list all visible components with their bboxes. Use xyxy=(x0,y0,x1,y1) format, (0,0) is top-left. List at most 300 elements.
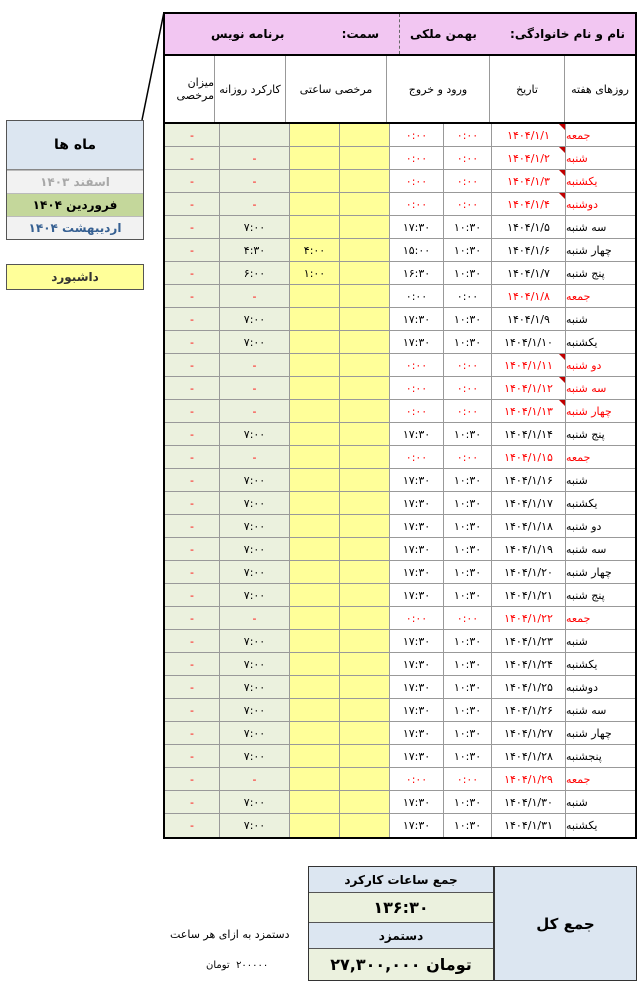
table-row xyxy=(165,423,635,446)
hourly-leave-from-cell[interactable] xyxy=(339,354,389,376)
hourly-rate-number: ۲۰۰۰۰۰ xyxy=(236,960,269,971)
date-cell[interactable]: ۱۴۰۴/۱/۱۱ xyxy=(491,354,565,376)
table-row xyxy=(165,745,635,768)
hourly-leave-from-cell[interactable] xyxy=(339,814,389,837)
hourly-leave-from-cell[interactable] xyxy=(339,492,389,514)
employee-name-cell xyxy=(399,14,635,54)
summary-box xyxy=(308,866,494,981)
exit-time-cell[interactable]: ۱۷:۳۰ xyxy=(389,423,443,445)
employee-header xyxy=(163,12,637,56)
date-cell[interactable]: ۱۴۰۴/۱/۲۳ xyxy=(491,630,565,652)
position-value: برنامه نویس xyxy=(211,27,285,41)
exit-time-cell[interactable]: ۱۷:۳۰ xyxy=(389,653,443,675)
hourly-leave-from-cell[interactable] xyxy=(339,124,389,146)
day-cell[interactable]: جمعه xyxy=(565,446,635,468)
exit-time-cell[interactable]: ۱۶:۳۰ xyxy=(389,262,443,284)
entry-time-cell[interactable]: ۱۰:۳۰ xyxy=(443,791,491,813)
day-cell[interactable]: شنبه xyxy=(565,147,635,169)
leave-amount-cell[interactable]: - xyxy=(165,423,219,445)
hourly-leave-from-cell[interactable] xyxy=(339,515,389,537)
entry-time-cell[interactable]: ۱۰:۳۰ xyxy=(443,492,491,514)
entry-time-cell[interactable]: ۰:۰۰ xyxy=(443,354,491,376)
entry-time-cell[interactable]: ۱۰:۳۰ xyxy=(443,722,491,744)
daily-work-cell[interactable]: - xyxy=(219,147,289,169)
hourly-leave-hours-cell[interactable] xyxy=(289,699,339,721)
hourly-leave-hours-cell[interactable] xyxy=(289,538,339,560)
hourly-leave-from-cell[interactable] xyxy=(339,630,389,652)
leave-amount-cell[interactable]: - xyxy=(165,561,219,583)
leave-amount-cell[interactable]: - xyxy=(165,308,219,330)
entry-time-cell[interactable]: ۱۰:۳۰ xyxy=(443,239,491,261)
daily-work-cell[interactable]: ۶:۰۰ xyxy=(219,262,289,284)
exit-time-cell[interactable]: ۱۷:۳۰ xyxy=(389,676,443,698)
day-cell[interactable]: جمعه xyxy=(565,285,635,307)
hourly-leave-from-cell[interactable] xyxy=(339,262,389,284)
entry-time-cell[interactable]: ۰:۰۰ xyxy=(443,170,491,192)
month-prev-button[interactable]: اسفند ۱۴۰۳ xyxy=(7,170,143,193)
hourly-leave-hours-cell[interactable] xyxy=(289,584,339,606)
exit-time-cell[interactable]: ۱۷:۳۰ xyxy=(389,745,443,767)
daily-work-cell[interactable]: ۷:۰۰ xyxy=(219,745,289,767)
exit-time-cell[interactable]: ۰:۰۰ xyxy=(389,170,443,192)
date-cell[interactable]: ۱۴۰۴/۱/۱۷ xyxy=(491,492,565,514)
day-cell[interactable]: چهار شنبه xyxy=(565,239,635,261)
hourly-leave-hours-cell[interactable] xyxy=(289,722,339,744)
months-panel xyxy=(6,120,144,240)
grand-total-label: جمع کل xyxy=(494,866,637,981)
leave-amount-cell[interactable]: - xyxy=(165,400,219,422)
entry-time-cell[interactable]: ۱۰:۳۰ xyxy=(443,699,491,721)
daily-work-cell[interactable]: ۷:۰۰ xyxy=(219,538,289,560)
leave-amount-cell[interactable]: - xyxy=(165,124,219,146)
entry-time-cell[interactable]: ۱۰:۳۰ xyxy=(443,538,491,560)
hourly-leave-hours-cell[interactable] xyxy=(289,446,339,468)
day-cell[interactable]: جمعه xyxy=(565,768,635,790)
month-next-button[interactable]: اردیبهشت ۱۴۰۴ xyxy=(7,216,143,239)
leave-amount-cell[interactable]: - xyxy=(165,331,219,353)
hourly-leave-from-cell[interactable] xyxy=(339,561,389,583)
hourly-leave-hours-cell[interactable]: ۱:۰۰ xyxy=(289,262,339,284)
date-cell[interactable]: ۱۴۰۴/۱/۲۸ xyxy=(491,745,565,767)
total-hours-label: جمع ساعات کارکرد xyxy=(309,867,493,893)
date-cell[interactable]: ۱۴۰۴/۱/۴ xyxy=(491,193,565,215)
table-row xyxy=(165,400,635,423)
table-row xyxy=(165,377,635,400)
entry-time-cell[interactable]: ۱۰:۳۰ xyxy=(443,423,491,445)
date-cell[interactable]: ۱۴۰۴/۱/۱۶ xyxy=(491,469,565,491)
hourly-leave-hours-cell[interactable] xyxy=(289,170,339,192)
exit-time-cell[interactable]: ۰:۰۰ xyxy=(389,354,443,376)
hourly-leave-hours-cell[interactable] xyxy=(289,354,339,376)
exit-time-cell[interactable]: ۰:۰۰ xyxy=(389,377,443,399)
dashboard-button[interactable]: داشبورد xyxy=(6,264,144,290)
table-row xyxy=(165,561,635,584)
day-cell[interactable]: سه شنبه xyxy=(565,699,635,721)
hourly-leave-from-cell[interactable] xyxy=(339,193,389,215)
entry-time-cell[interactable]: ۱۰:۳۰ xyxy=(443,216,491,238)
exit-time-cell[interactable]: ۱۷:۳۰ xyxy=(389,538,443,560)
hourly-leave-from-cell[interactable] xyxy=(339,653,389,675)
col-hourly-leave-header: مرخصی ساعتی xyxy=(285,56,386,122)
entry-time-cell[interactable]: ۱۰:۳۰ xyxy=(443,469,491,491)
date-cell[interactable]: ۱۴۰۴/۱/۱۳ xyxy=(491,400,565,422)
leave-amount-cell[interactable]: - xyxy=(165,446,219,468)
hourly-leave-from-cell[interactable] xyxy=(339,216,389,238)
date-cell[interactable]: ۱۴۰۴/۱/۲۹ xyxy=(491,768,565,790)
hourly-leave-from-cell[interactable] xyxy=(339,239,389,261)
day-cell[interactable]: شنبه xyxy=(565,630,635,652)
day-cell[interactable]: یکشنبه xyxy=(565,492,635,514)
leave-amount-cell[interactable]: - xyxy=(165,492,219,514)
leave-amount-cell[interactable]: - xyxy=(165,607,219,629)
day-cell[interactable]: سه شنبه xyxy=(565,538,635,560)
table-row xyxy=(165,607,635,630)
hourly-leave-hours-cell[interactable] xyxy=(289,423,339,445)
col-daily-work-header: کارکرد روزانه xyxy=(214,56,285,122)
daily-work-cell[interactable]: ۷:۰۰ xyxy=(219,584,289,606)
leave-amount-cell[interactable]: - xyxy=(165,722,219,744)
daily-work-cell[interactable]: ۷:۰۰ xyxy=(219,653,289,675)
day-cell[interactable]: شنبه xyxy=(565,469,635,491)
date-cell[interactable]: ۱۴۰۴/۱/۷ xyxy=(491,262,565,284)
hourly-leave-hours-cell[interactable] xyxy=(289,607,339,629)
table-row xyxy=(165,584,635,607)
hourly-leave-hours-cell[interactable] xyxy=(289,193,339,215)
hourly-leave-hours-cell[interactable] xyxy=(289,630,339,652)
daily-work-cell[interactable]: ۷:۰۰ xyxy=(219,699,289,721)
table-row xyxy=(165,814,635,837)
date-cell[interactable]: ۱۴۰۴/۱/۱۸ xyxy=(491,515,565,537)
entry-time-cell[interactable]: ۰:۰۰ xyxy=(443,193,491,215)
date-cell[interactable]: ۱۴۰۴/۱/۵ xyxy=(491,216,565,238)
exit-time-cell[interactable]: ۰:۰۰ xyxy=(389,768,443,790)
exit-time-cell[interactable]: ۱۷:۳۰ xyxy=(389,331,443,353)
leave-amount-cell[interactable]: - xyxy=(165,170,219,192)
day-cell[interactable]: جمعه xyxy=(565,607,635,629)
date-cell[interactable]: ۱۴۰۴/۱/۶ xyxy=(491,239,565,261)
leave-amount-cell[interactable]: - xyxy=(165,653,219,675)
hourly-leave-hours-cell[interactable]: ۴:۰۰ xyxy=(289,239,339,261)
hourly-leave-from-cell[interactable] xyxy=(339,377,389,399)
hourly-leave-from-cell[interactable] xyxy=(339,285,389,307)
entry-time-cell[interactable]: ۱۰:۳۰ xyxy=(443,630,491,652)
daily-work-cell[interactable]: ۷:۰۰ xyxy=(219,331,289,353)
hourly-leave-from-cell[interactable] xyxy=(339,607,389,629)
daily-work-cell[interactable]: - xyxy=(219,285,289,307)
exit-time-cell[interactable]: ۰:۰۰ xyxy=(389,400,443,422)
exit-time-cell[interactable]: ۱۷:۳۰ xyxy=(389,791,443,813)
hourly-leave-from-cell[interactable] xyxy=(339,400,389,422)
entry-time-cell[interactable]: ۱۰:۳۰ xyxy=(443,676,491,698)
daily-work-cell[interactable]: - xyxy=(219,193,289,215)
leave-amount-cell[interactable]: - xyxy=(165,768,219,790)
name-label: نام و نام خانوادگی: xyxy=(510,27,625,41)
entry-time-cell[interactable]: ۱۰:۳۰ xyxy=(443,515,491,537)
entry-time-cell[interactable]: ۰:۰۰ xyxy=(443,400,491,422)
exit-time-cell[interactable]: ۱۵:۰۰ xyxy=(389,239,443,261)
hourly-leave-hours-cell[interactable] xyxy=(289,469,339,491)
hourly-leave-hours-cell[interactable] xyxy=(289,745,339,767)
entry-time-cell[interactable]: ۰:۰۰ xyxy=(443,285,491,307)
leave-amount-cell[interactable]: - xyxy=(165,630,219,652)
table-row xyxy=(165,262,635,285)
daily-work-cell[interactable]: ۷:۰۰ xyxy=(219,722,289,744)
hourly-leave-hours-cell[interactable] xyxy=(289,400,339,422)
hourly-leave-from-cell[interactable] xyxy=(339,676,389,698)
wage-value: ۲۷,۳۰۰,۰۰۰ تومان xyxy=(309,949,493,980)
day-cell[interactable]: یکشنبه xyxy=(565,170,635,192)
date-cell[interactable]: ۱۴۰۴/۱/۲۷ xyxy=(491,722,565,744)
hourly-leave-from-cell[interactable] xyxy=(339,147,389,169)
col-day-header: روزهای هفته xyxy=(564,56,635,122)
exit-time-cell[interactable]: ۰:۰۰ xyxy=(389,193,443,215)
day-cell[interactable]: یکشنبه xyxy=(565,653,635,675)
date-cell[interactable]: ۱۴۰۴/۱/۱ xyxy=(491,124,565,146)
day-cell[interactable]: چهار شنبه xyxy=(565,561,635,583)
daily-work-cell[interactable]: ۷:۰۰ xyxy=(219,515,289,537)
day-cell[interactable]: شنبه xyxy=(565,308,635,330)
month-current-button[interactable]: فروردین ۱۴۰۴ xyxy=(7,193,143,216)
leave-amount-cell[interactable]: - xyxy=(165,354,219,376)
date-cell[interactable]: ۱۴۰۴/۱/۱۵ xyxy=(491,446,565,468)
day-cell[interactable]: یکشنبه xyxy=(565,331,635,353)
entry-time-cell[interactable]: ۰:۰۰ xyxy=(443,607,491,629)
leave-amount-cell[interactable]: - xyxy=(165,745,219,767)
leave-amount-cell[interactable]: - xyxy=(165,147,219,169)
table-row xyxy=(165,331,635,354)
entry-time-cell[interactable]: ۱۰:۳۰ xyxy=(443,745,491,767)
table-row xyxy=(165,492,635,515)
hourly-rate-value xyxy=(206,960,268,971)
daily-work-cell[interactable]: - xyxy=(219,400,289,422)
daily-work-cell[interactable]: - xyxy=(219,607,289,629)
hourly-leave-from-cell[interactable] xyxy=(339,722,389,744)
entry-time-cell[interactable]: ۰:۰۰ xyxy=(443,446,491,468)
table-row xyxy=(165,768,635,791)
hourly-leave-hours-cell[interactable] xyxy=(289,791,339,813)
hourly-leave-from-cell[interactable] xyxy=(339,469,389,491)
day-cell[interactable]: پنج شنبه xyxy=(565,262,635,284)
day-cell[interactable]: سه شنبه xyxy=(565,377,635,399)
leave-amount-cell[interactable]: - xyxy=(165,584,219,606)
entry-time-cell[interactable]: ۱۰:۳۰ xyxy=(443,561,491,583)
day-cell[interactable]: پنجشنبه xyxy=(565,745,635,767)
daily-work-cell[interactable]: ۷:۰۰ xyxy=(219,630,289,652)
daily-work-cell[interactable]: ۷:۰۰ xyxy=(219,676,289,698)
daily-work-cell[interactable]: ۷:۰۰ xyxy=(219,469,289,491)
day-cell[interactable]: دو شنبه xyxy=(565,354,635,376)
day-cell[interactable]: پنج شنبه xyxy=(565,423,635,445)
hourly-leave-hours-cell[interactable] xyxy=(289,515,339,537)
date-cell[interactable]: ۱۴۰۴/۱/۱۰ xyxy=(491,331,565,353)
leave-amount-cell[interactable]: - xyxy=(165,699,219,721)
table-row xyxy=(165,469,635,492)
leave-amount-cell[interactable]: - xyxy=(165,193,219,215)
exit-time-cell[interactable]: ۱۷:۳۰ xyxy=(389,584,443,606)
exit-time-cell[interactable]: ۱۷:۳۰ xyxy=(389,561,443,583)
hourly-leave-from-cell[interactable] xyxy=(339,745,389,767)
leave-amount-cell[interactable]: - xyxy=(165,676,219,698)
hourly-leave-hours-cell[interactable] xyxy=(289,768,339,790)
daily-work-cell[interactable]: ۷:۰۰ xyxy=(219,791,289,813)
entry-time-cell[interactable]: ۰:۰۰ xyxy=(443,377,491,399)
total-hours-value: ۱۳۶:۳۰ xyxy=(309,893,493,923)
entry-time-cell[interactable]: ۰:۰۰ xyxy=(443,768,491,790)
hourly-leave-hours-cell[interactable] xyxy=(289,308,339,330)
table-row xyxy=(165,630,635,653)
name-value: بهمن ملکی xyxy=(410,27,477,41)
entry-time-cell[interactable]: ۱۰:۳۰ xyxy=(443,584,491,606)
table-row xyxy=(165,239,635,262)
exit-time-cell[interactable]: ۱۷:۳۰ xyxy=(389,492,443,514)
date-cell[interactable]: ۱۴۰۴/۱/۱۲ xyxy=(491,377,565,399)
date-cell[interactable]: ۱۴۰۴/۱/۳۱ xyxy=(491,814,565,837)
table-row xyxy=(165,193,635,216)
leave-amount-cell[interactable]: - xyxy=(165,262,219,284)
daily-work-cell[interactable]: - xyxy=(219,170,289,192)
hourly-leave-from-cell[interactable] xyxy=(339,699,389,721)
date-cell[interactable]: ۱۴۰۴/۱/۲۰ xyxy=(491,561,565,583)
exit-time-cell[interactable]: ۱۷:۳۰ xyxy=(389,216,443,238)
entry-time-cell[interactable]: ۱۰:۳۰ xyxy=(443,331,491,353)
exit-time-cell[interactable]: ۱۷:۳۰ xyxy=(389,515,443,537)
daily-work-cell[interactable]: - xyxy=(219,377,289,399)
daily-work-cell[interactable]: - xyxy=(219,446,289,468)
table-row xyxy=(165,515,635,538)
leave-amount-cell[interactable]: - xyxy=(165,377,219,399)
entry-time-cell[interactable]: ۱۰:۳۰ xyxy=(443,653,491,675)
timesheet xyxy=(163,12,637,839)
leave-amount-cell[interactable]: - xyxy=(165,515,219,537)
daily-work-cell[interactable]: ۷:۰۰ xyxy=(219,814,289,837)
date-cell[interactable]: ۱۴۰۴/۱/۸ xyxy=(491,285,565,307)
hourly-rate-unit: تومان xyxy=(206,960,230,971)
entry-time-cell[interactable]: ۰:۰۰ xyxy=(443,147,491,169)
day-cell[interactable]: پنج شنبه xyxy=(565,584,635,606)
date-cell[interactable]: ۱۴۰۴/۱/۲۵ xyxy=(491,676,565,698)
daily-work-cell[interactable]: - xyxy=(219,354,289,376)
table-row xyxy=(165,124,635,147)
hourly-leave-hours-cell[interactable] xyxy=(289,147,339,169)
daily-work-cell[interactable]: ۷:۰۰ xyxy=(219,561,289,583)
entry-time-cell[interactable]: ۰:۰۰ xyxy=(443,124,491,146)
day-cell[interactable]: سه شنبه xyxy=(565,216,635,238)
hourly-leave-hours-cell[interactable] xyxy=(289,216,339,238)
exit-time-cell[interactable]: ۰:۰۰ xyxy=(389,607,443,629)
table-row xyxy=(165,538,635,561)
table-row xyxy=(165,216,635,239)
hourly-leave-hours-cell[interactable] xyxy=(289,285,339,307)
daily-work-cell[interactable] xyxy=(219,124,289,146)
hourly-leave-from-cell[interactable] xyxy=(339,331,389,353)
hourly-leave-from-cell[interactable] xyxy=(339,584,389,606)
day-cell[interactable]: دو شنبه xyxy=(565,515,635,537)
leave-amount-cell[interactable]: - xyxy=(165,814,219,837)
exit-time-cell[interactable]: ۰:۰۰ xyxy=(389,446,443,468)
leave-amount-cell[interactable]: - xyxy=(165,239,219,261)
table-row xyxy=(165,676,635,699)
hourly-rate-label: دستمزد به ازای هر ساعت xyxy=(170,928,290,941)
date-cell[interactable]: ۱۴۰۴/۱/۹ xyxy=(491,308,565,330)
day-cell[interactable]: دوشنبه xyxy=(565,193,635,215)
date-cell[interactable]: ۱۴۰۴/۱/۳ xyxy=(491,170,565,192)
day-cell[interactable]: چهار شنبه xyxy=(565,400,635,422)
hourly-leave-from-cell[interactable] xyxy=(339,446,389,468)
hourly-leave-hours-cell[interactable] xyxy=(289,814,339,837)
entry-time-cell[interactable]: ۱۰:۳۰ xyxy=(443,262,491,284)
col-date-header: تاریخ xyxy=(489,56,564,122)
day-cell[interactable]: شنبه xyxy=(565,791,635,813)
hourly-leave-from-cell[interactable] xyxy=(339,791,389,813)
exit-time-cell[interactable]: ۱۷:۳۰ xyxy=(389,308,443,330)
daily-work-cell[interactable]: ۴:۳۰ xyxy=(219,239,289,261)
daily-work-cell[interactable]: - xyxy=(219,768,289,790)
entry-time-cell[interactable]: ۱۰:۳۰ xyxy=(443,308,491,330)
table-row xyxy=(165,354,635,377)
hourly-leave-hours-cell[interactable] xyxy=(289,492,339,514)
daily-work-cell[interactable]: ۷:۰۰ xyxy=(219,308,289,330)
date-cell[interactable]: ۱۴۰۴/۱/۲۶ xyxy=(491,699,565,721)
day-cell[interactable]: دوشنبه xyxy=(565,676,635,698)
leave-amount-cell[interactable]: - xyxy=(165,791,219,813)
day-cell[interactable]: چهار شنبه xyxy=(565,722,635,744)
hourly-leave-from-cell[interactable] xyxy=(339,768,389,790)
hourly-leave-from-cell[interactable] xyxy=(339,538,389,560)
exit-time-cell[interactable]: ۰:۰۰ xyxy=(389,124,443,146)
date-cell[interactable]: ۱۴۰۴/۱/۲۴ xyxy=(491,653,565,675)
date-cell[interactable]: ۱۴۰۴/۱/۲ xyxy=(491,147,565,169)
exit-time-cell[interactable]: ۰:۰۰ xyxy=(389,285,443,307)
entry-time-cell[interactable]: ۱۰:۳۰ xyxy=(443,814,491,837)
day-cell[interactable]: جمعه xyxy=(565,124,635,146)
date-cell[interactable]: ۱۴۰۴/۱/۱۹ xyxy=(491,538,565,560)
daily-work-cell[interactable]: ۷:۰۰ xyxy=(219,423,289,445)
col-leave-amount-header: میزان مرخصی xyxy=(176,76,214,102)
hourly-leave-from-cell[interactable] xyxy=(339,423,389,445)
hourly-leave-hours-cell[interactable] xyxy=(289,653,339,675)
daily-work-cell[interactable]: ۷:۰۰ xyxy=(219,492,289,514)
exit-time-cell[interactable]: ۰:۰۰ xyxy=(389,147,443,169)
table-row xyxy=(165,446,635,469)
exit-time-cell[interactable]: ۱۷:۳۰ xyxy=(389,814,443,837)
daily-work-cell[interactable]: ۷:۰۰ xyxy=(219,216,289,238)
date-cell[interactable]: ۱۴۰۴/۱/۱۴ xyxy=(491,423,565,445)
hourly-leave-from-cell[interactable] xyxy=(339,308,389,330)
exit-time-cell[interactable]: ۱۷:۳۰ xyxy=(389,630,443,652)
hourly-leave-hours-cell[interactable] xyxy=(289,561,339,583)
hourly-leave-hours-cell[interactable] xyxy=(289,331,339,353)
position-label: سمت: xyxy=(341,27,379,41)
leave-amount-cell[interactable]: - xyxy=(165,216,219,238)
exit-time-cell[interactable]: ۱۷:۳۰ xyxy=(389,722,443,744)
leave-amount-cell[interactable]: - xyxy=(165,285,219,307)
hourly-leave-hours-cell[interactable] xyxy=(289,377,339,399)
leave-amount-cell[interactable]: - xyxy=(165,469,219,491)
hourly-leave-hours-cell[interactable] xyxy=(289,676,339,698)
leave-amount-cell[interactable]: - xyxy=(165,538,219,560)
table-row xyxy=(165,722,635,745)
exit-time-cell[interactable]: ۱۷:۳۰ xyxy=(389,699,443,721)
date-cell[interactable]: ۱۴۰۴/۱/۳۰ xyxy=(491,791,565,813)
hourly-leave-from-cell[interactable] xyxy=(339,170,389,192)
exit-time-cell[interactable]: ۱۷:۳۰ xyxy=(389,469,443,491)
timesheet-rows xyxy=(163,124,637,839)
table-row xyxy=(165,285,635,308)
hourly-leave-hours-cell[interactable] xyxy=(289,124,339,146)
date-cell[interactable]: ۱۴۰۴/۱/۲۱ xyxy=(491,584,565,606)
day-cell[interactable]: یکشنبه xyxy=(565,814,635,837)
date-cell[interactable]: ۱۴۰۴/۱/۲۲ xyxy=(491,607,565,629)
